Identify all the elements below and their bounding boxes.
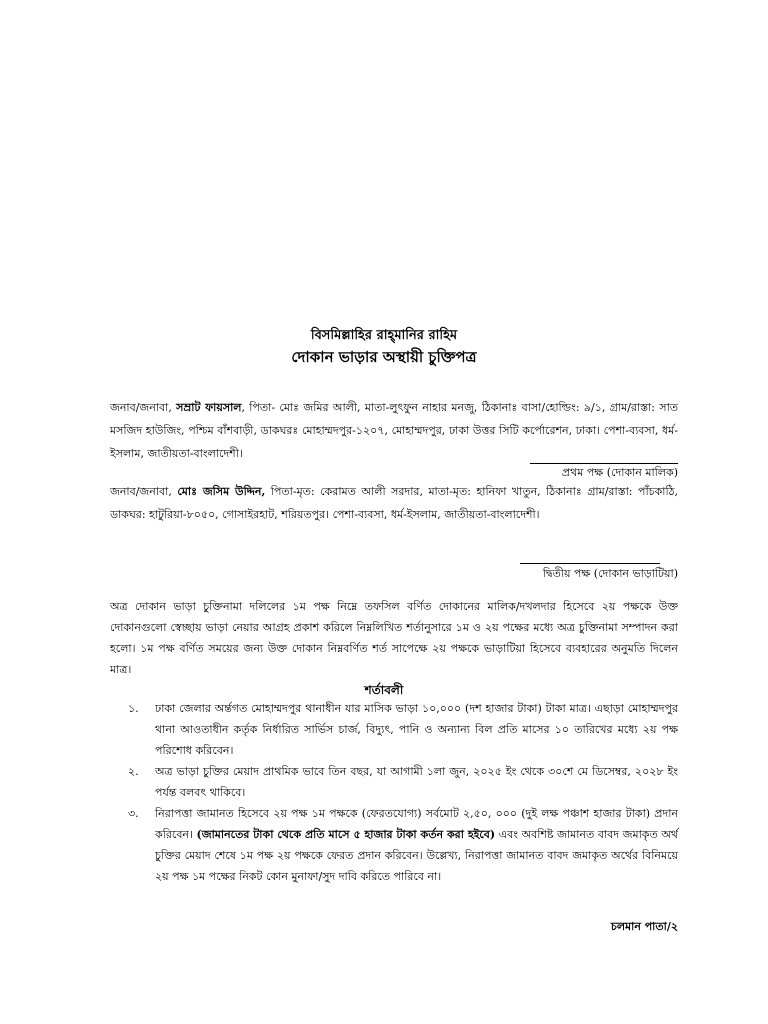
- second-party-details: পিতা-মৃত: কেরামত আলী সরদার, মাতা-মৃত: হানিফা খাতুন, ঠিকানাঃ গ্রাম/রাস্তা: পাঁচকাঠি, ডাকঘর: হাটুরিয়া-৮০৫০, গোসাইরহাট, শরিয়তপুর। পেশা-ব্যবসা, ধর্ম-ইসলাম, জাতীয়তা-বাংলাদেশী।: [110, 485, 678, 521]
- term-number: ৩.: [128, 807, 139, 820]
- intro-paragraph: অত্র দোকান ভাড়া চুক্তিনামা দলিলের ১ম পক্ষ নিম্নে তফসিল বর্ণিত দোকানের মালিক/দখলদার হিসেবে ২য় পক্ষকে উক্ত দোকানগুলো স্বেচ্ছায় ভাড়া নেয়ার আগ্রহ প্রকাশ করিলে নিম্নলিখিত শর্তানুসারে ১ম ও ২য় পক্ষের মধ্যে অত্র চুক্তিনামা সম্পাদন করা হলো। ১ম পক্ষ বর্ণিত সময়ের জন্য উক্ত দোকান নিম্নবর্ণিত শর্ত সাপেক্ষে ২য় পক্ষকে ভাড়াটিয়া হিসেবে ব্যবহারের অনুমতি দিলেন মাত্র।: [110, 600, 678, 676]
- second-party-signature-line: [520, 563, 660, 564]
- terms-title: শর্তাবলী: [364, 683, 404, 697]
- first-party-prefix: জনাব/জনাবা,: [110, 401, 177, 414]
- term-item: অত্র ভাড়া চুক্তির মেয়াদ প্রাথমিক ভাবে তিন বছর, যা আগামী ১লা জুন, ২০২৫ ইং থেকে ৩০শে মে ডিসেম্বর, ২০২৮ ইং পর্যন্ত বলবৎ থাকিবে।: [155, 765, 678, 799]
- term-bold-note: (জামানতের টাকা থেকে প্রতি মাসে ৫ হাজার টাকা কর্তন করা হইবে): [196, 828, 496, 841]
- bismillah-heading: বিসমিল্লাহির রাহ্‌মানির রাহিম: [310, 328, 458, 343]
- term-number: ২.: [128, 765, 139, 778]
- first-party-paragraph: [110, 396, 678, 465]
- first-party-details: , পিতা- মোঃ জমির আলী, মাতা-লুৎফুন নাহার মনজু, ঠিকানাঃ বাসা/হোল্ডিং: ৯/১, গ্রাম/রাস্তা: সাত মসজিদ হাউজিং, পশ্চিম বাঁশবাড়ী, ডাকঘরঃ মোহাম্মদপুর-১২০৭, মোহাম্মদপুর, ঢাকা উত্তর সিটি কর্পোরেশন, ঢাকা। পেশা-ব্যবসা, ধর্ম-ইসলাম, জাতীয়তা-বাংলাদেশী।: [110, 401, 679, 460]
- first-party-label: প্রথম পক্ষ (দোকান মালিক): [561, 466, 678, 479]
- term-item: ঢাকা জেলার অর্ন্তগত মোহাম্মদপুর থানাধীন যার মাসিক ভাড়া ১০,০০০ (দশ হাজার টাকা) টাকা মাত্র। এছাড়া মোহাম্মদপুর থানা আওতাধীন কর্তৃক নির্ধারিত সার্ভিস চার্জ, বিদ্যুৎ, পানি ও অন্যান্য বিল প্রতি মাসের ১০ তারিখের মধ্যে ২য় পক্ষ পরিশোধ করিবেন।: [155, 702, 678, 757]
- page-continuation: চলমান পাতা/২: [610, 920, 678, 933]
- term-text: এবং অবশিষ্ট জামানত বাবদ জমাকৃত অর্থ চুক্তির মেয়াদ শেষে ১ম পক্ষ ২য় পক্ষকে ফেরত প্রদান করিবেন। উল্লেখ্য, নিরাপত্তা জামানত বাবদ জমাকৃত অর্থের বিনিময়ে ২য় পক্ষ ১ম পক্ষের নিকট কোন মুনাফা/সুদ দাবি করিতে পারিবে না।: [155, 828, 678, 883]
- term-number: ১.: [128, 702, 139, 715]
- second-party-prefix: জনাব/জনাবা,: [110, 485, 178, 498]
- first-party-name: সম্রাট ফায়সাল: [176, 401, 242, 414]
- second-party-label: দ্বিতীয় পক্ষ (দোকান ভাড়াটিয়া): [542, 567, 678, 580]
- document-title: দোকান ভাড়ার অস্থায়ী চুক্তিপত্র: [291, 348, 477, 366]
- second-party-paragraph: [110, 480, 678, 526]
- term-text: নিরাপত্তা জামানত হিসেবে ২য় পক্ষ ১ম পক্ষকে (ফেরতযোগ্য) সর্বমোট ২,৫০, ০০০ (দুই লক্ষ পঞ্চাশ হাজার টাকা) প্রদান করিবেন।: [155, 807, 678, 841]
- term-item: [155, 803, 678, 887]
- second-party-name: মোঃ জসিম উদ্দিন,: [177, 485, 266, 498]
- first-party-signature-line: [530, 463, 678, 464]
